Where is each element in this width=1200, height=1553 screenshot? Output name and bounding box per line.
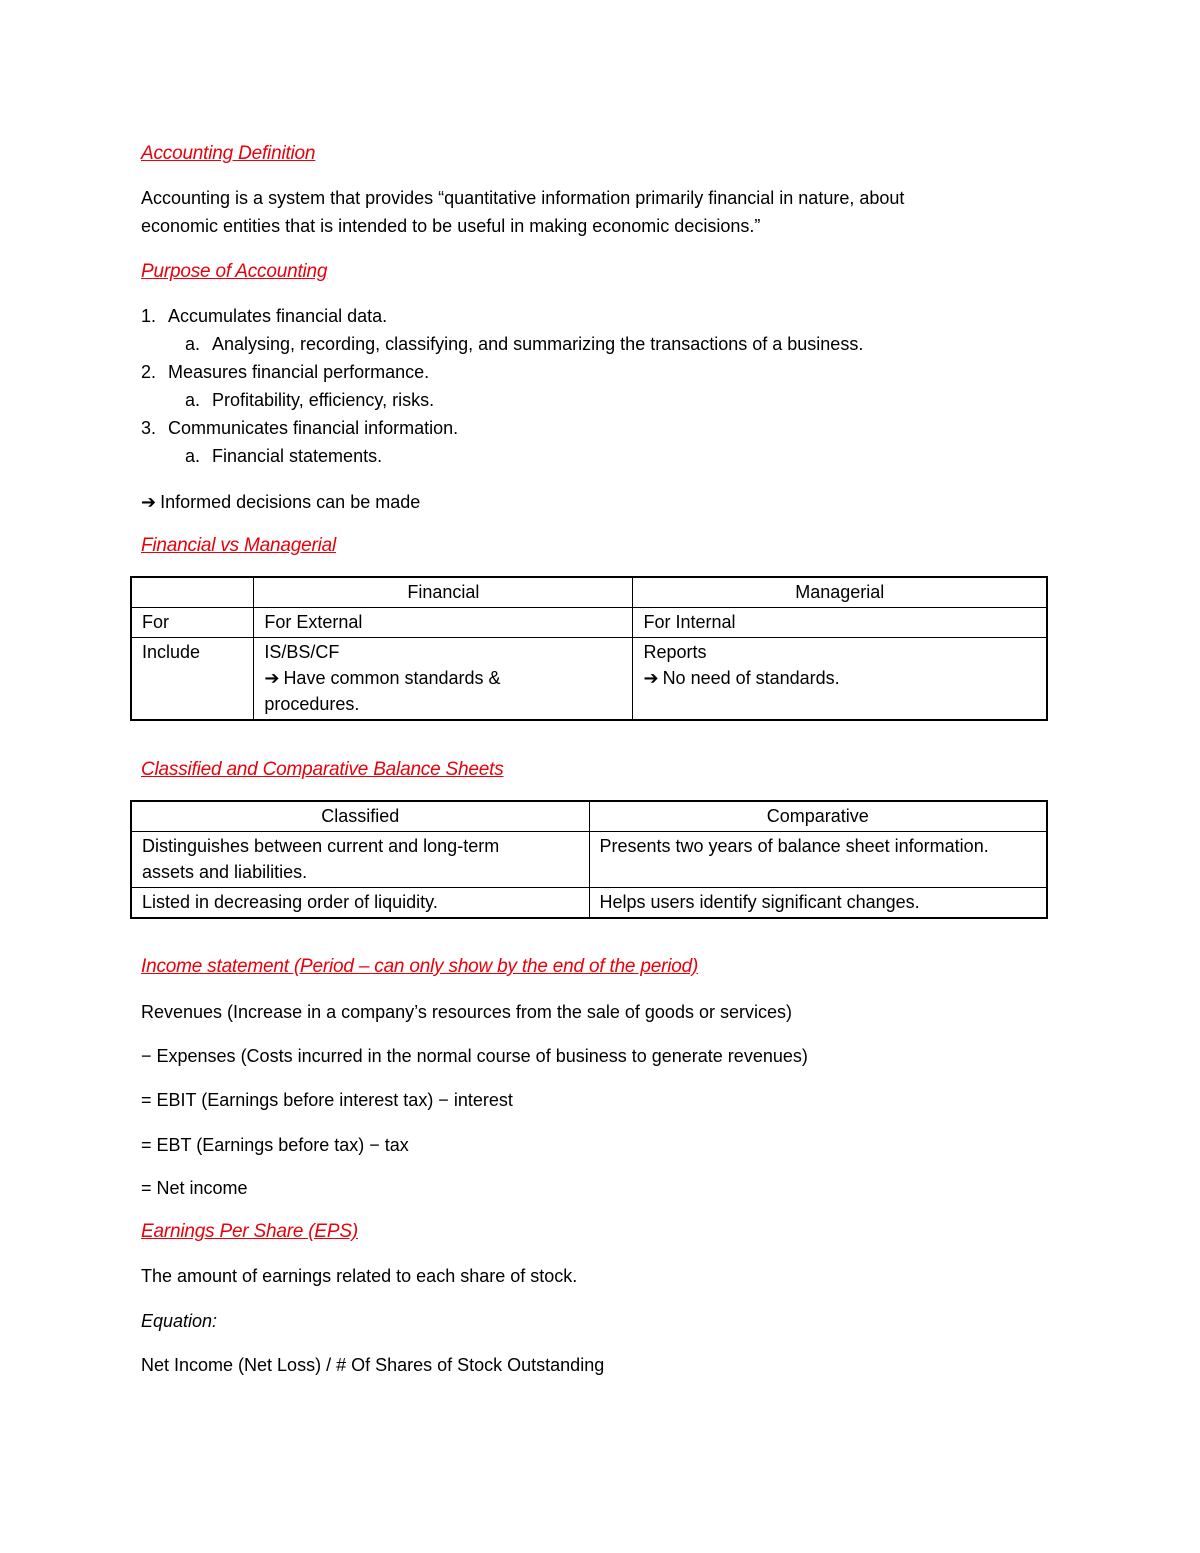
income-line-revenues: Revenues (Increase in a company’s resources from the sale of goods or services) xyxy=(141,1002,792,1022)
heading-income-statement: Income statement (Period – can only show by the end of the period) xyxy=(141,956,699,977)
cell-text: Have common standards & xyxy=(283,668,501,688)
balance-sheets-table xyxy=(130,800,1048,919)
sublist-text: Profitability, efficiency, risks. xyxy=(212,390,435,410)
list-number: 3. xyxy=(141,418,157,438)
sublist-letter: a. xyxy=(185,446,201,466)
arrow-right-icon: ➔ xyxy=(264,668,280,688)
table-header-cell: Comparative xyxy=(589,801,1047,832)
heading-financial-vs-managerial: Financial vs Managerial xyxy=(141,535,336,556)
table-cell xyxy=(254,638,633,721)
financial-managerial-table xyxy=(130,576,1048,721)
list-subitem-1a xyxy=(185,334,864,355)
list-text: Measures financial performance. xyxy=(168,362,430,382)
conclusion-text: Informed decisions can be made xyxy=(160,492,421,512)
cell-line xyxy=(264,665,622,691)
table-cell: For Internal xyxy=(633,608,1047,638)
definition-line-2: economic entities that is intended to be useful in making economic decisions.” xyxy=(141,216,761,236)
table-header-row xyxy=(131,801,1047,832)
cell-line: Distinguishes between current and long-term xyxy=(142,836,500,856)
table-cell xyxy=(633,638,1047,721)
table-row xyxy=(131,638,1047,721)
income-line-expenses: − Expenses (Costs incurred in the normal course of business to generate revenues) xyxy=(141,1046,808,1066)
list-number: 2. xyxy=(141,362,157,382)
sublist-letter: a. xyxy=(185,390,201,410)
cell-line: IS/BS/CF xyxy=(264,642,340,662)
heading-balance-sheets: Classified and Comparative Balance Sheets xyxy=(141,759,504,780)
table-row xyxy=(131,832,1047,888)
income-line-ebt: = EBT (Earnings before tax) − tax xyxy=(141,1135,409,1155)
heading-accounting-definition: Accounting Definition xyxy=(141,143,316,164)
eps-definition: The amount of earnings related to each share of stock. xyxy=(141,1266,578,1286)
heading-eps: Earnings Per Share (EPS) xyxy=(141,1221,358,1242)
heading-purpose-of-accounting: Purpose of Accounting xyxy=(141,261,328,282)
table-header-cell xyxy=(131,577,254,608)
list-subitem-2a xyxy=(185,390,435,411)
cell-text: No need of standards. xyxy=(662,668,840,688)
arrow-right-icon: ➔ xyxy=(643,668,659,688)
table-row xyxy=(131,608,1047,638)
sublist-letter: a. xyxy=(185,334,201,354)
list-text: Accumulates financial data. xyxy=(168,306,388,326)
table-header-row xyxy=(131,577,1047,608)
list-item-3 xyxy=(141,418,459,439)
table-row xyxy=(131,888,1047,919)
sublist-text: Analysing, recording, classifying, and summarizing the transactions of a business. xyxy=(212,334,864,354)
table-cell: Include xyxy=(131,638,254,721)
conclusion-line xyxy=(141,492,420,513)
table-header-cell: Classified xyxy=(131,801,589,832)
table-header-cell: Financial xyxy=(254,577,633,608)
cell-line: Reports xyxy=(643,642,707,662)
eps-equation: Net Income (Net Loss) / # Of Shares of Stock Outstanding xyxy=(141,1355,605,1375)
list-text: Communicates financial information. xyxy=(168,418,459,438)
table-cell: For External xyxy=(254,608,633,638)
table-cell: Presents two years of balance sheet information. xyxy=(589,832,1047,888)
table-header-cell: Managerial xyxy=(633,577,1047,608)
table-cell: Listed in decreasing order of liquidity. xyxy=(131,888,589,919)
list-item-1 xyxy=(141,306,388,327)
list-number: 1. xyxy=(141,306,157,326)
income-line-ebit: = EBIT (Earnings before interest tax) − interest xyxy=(141,1090,513,1110)
table-cell: For xyxy=(131,608,254,638)
cell-line xyxy=(643,665,1036,691)
equation-label: Equation: xyxy=(141,1311,218,1331)
list-item-2 xyxy=(141,362,430,383)
sublist-text: Financial statements. xyxy=(212,446,383,466)
cell-line: assets and liabilities. xyxy=(142,862,308,882)
income-line-net-income: = Net income xyxy=(141,1178,248,1198)
list-subitem-3a xyxy=(185,446,383,467)
definition-line-1: Accounting is a system that provides “quantitative information primarily financial in nature, about xyxy=(141,188,905,208)
cell-line: procedures. xyxy=(264,694,360,714)
table-cell xyxy=(131,832,589,888)
table-cell: Helps users identify significant changes. xyxy=(589,888,1047,919)
arrow-right-icon: ➔ xyxy=(141,492,157,512)
